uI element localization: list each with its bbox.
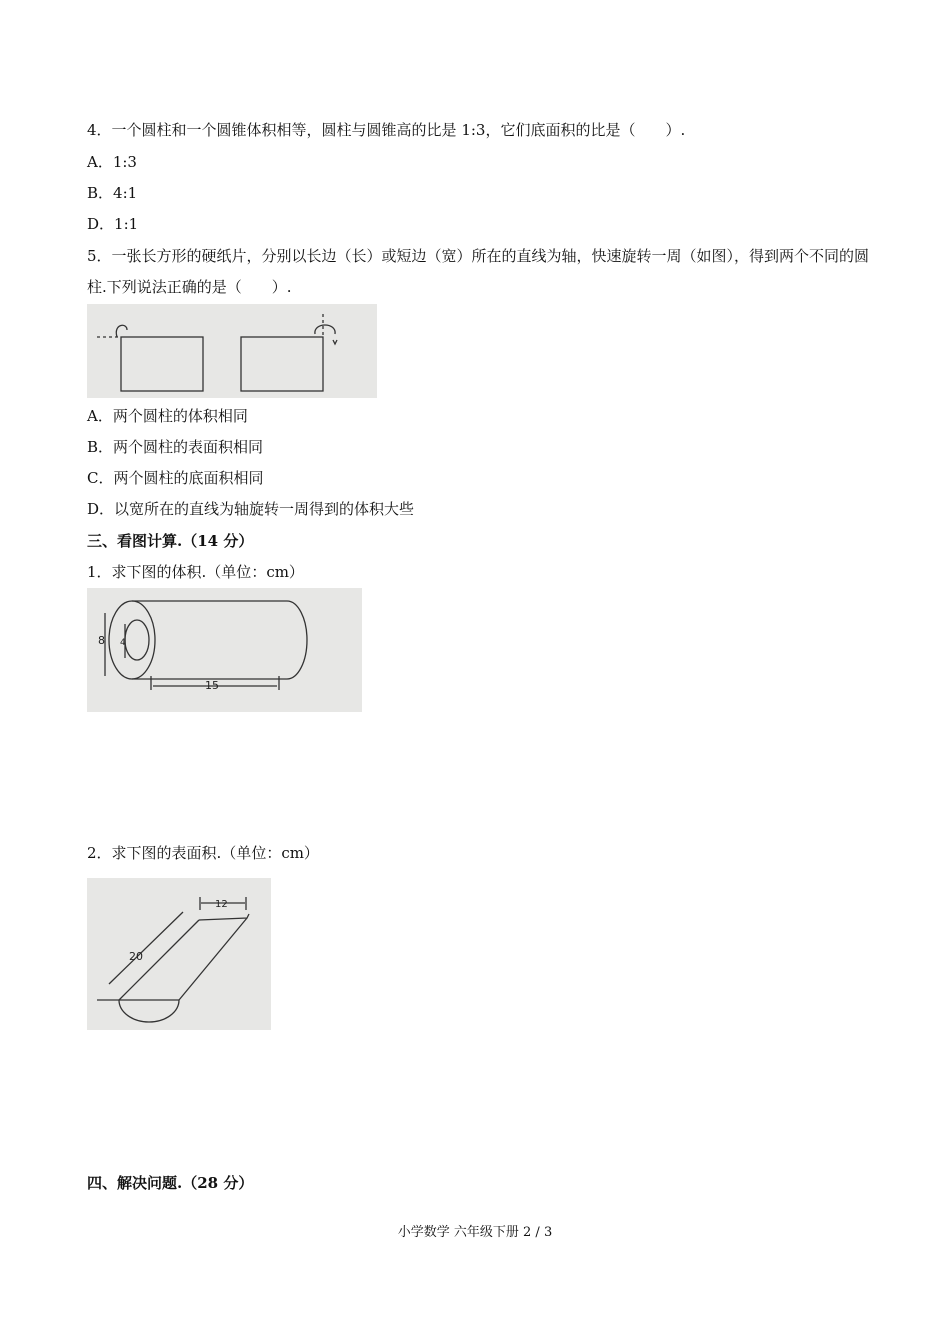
hollow-cylinder-figure <box>87 588 362 712</box>
back-edge <box>199 914 249 920</box>
q4-option-b: B．4:1 <box>87 184 138 202</box>
length-label: 15 <box>205 679 219 692</box>
section3-q1: 1．求下图的体积.（单位：cm） <box>87 563 304 581</box>
rotation-diagram <box>87 304 377 398</box>
q5-option-a: A．两个圆柱的体积相同 <box>87 407 248 425</box>
inner-diameter-label: 4 <box>120 638 126 648</box>
q5-option-b: B．两个圆柱的表面积相同 <box>87 438 264 456</box>
width-label: 12 <box>215 899 228 910</box>
rotation-arrow-left <box>116 325 127 337</box>
q5-option-c: C．两个圆柱的底面积相同 <box>87 469 264 487</box>
q5-stem: 5．一张长方形的硬纸片，分别以长边（长）或短边（宽）所在的直线为轴，快速旋转一周（如图），得到两个不同的圆柱.下列说法正确的是（ ）. <box>87 247 870 296</box>
length-label: 20 <box>129 950 143 963</box>
rectangle-right <box>241 337 323 391</box>
outer-front-ellipse <box>109 601 155 679</box>
q4-option-d: D．1:1 <box>87 215 139 233</box>
q4-option-a: A．1:3 <box>87 153 137 171</box>
back-arc <box>287 601 307 679</box>
arrow-head-right <box>333 340 337 344</box>
half-cylinder-figure <box>87 878 271 1030</box>
section4-heading: 四、解决问题.（28 分） <box>87 1174 254 1192</box>
section3-q2: 2．求下图的表面积.（单位：cm） <box>87 844 319 862</box>
inner-ellipse <box>125 620 149 660</box>
rotation-figure <box>87 304 377 398</box>
q4-stem: 4．一个圆柱和一个圆锥体积相等，圆柱与圆锥高的比是 1:3，它们底面积的比是（ ）. <box>87 121 686 139</box>
page-footer: 小学数学 六年级下册 2 / 3 <box>397 1225 553 1240</box>
hollow-cylinder-diagram <box>87 588 362 712</box>
section3-heading: 三、看图计算.（14 分） <box>87 532 254 550</box>
front-half-ellipse <box>119 1000 179 1022</box>
rotation-arrow-right <box>315 325 335 334</box>
outer-diameter-label: 8 <box>98 634 105 647</box>
rectangle-left <box>121 337 203 391</box>
q5-option-d: D．以宽所在的直线为轴旋转一周得到的体积大些 <box>87 500 415 518</box>
half-cylinder-diagram <box>87 878 271 1030</box>
